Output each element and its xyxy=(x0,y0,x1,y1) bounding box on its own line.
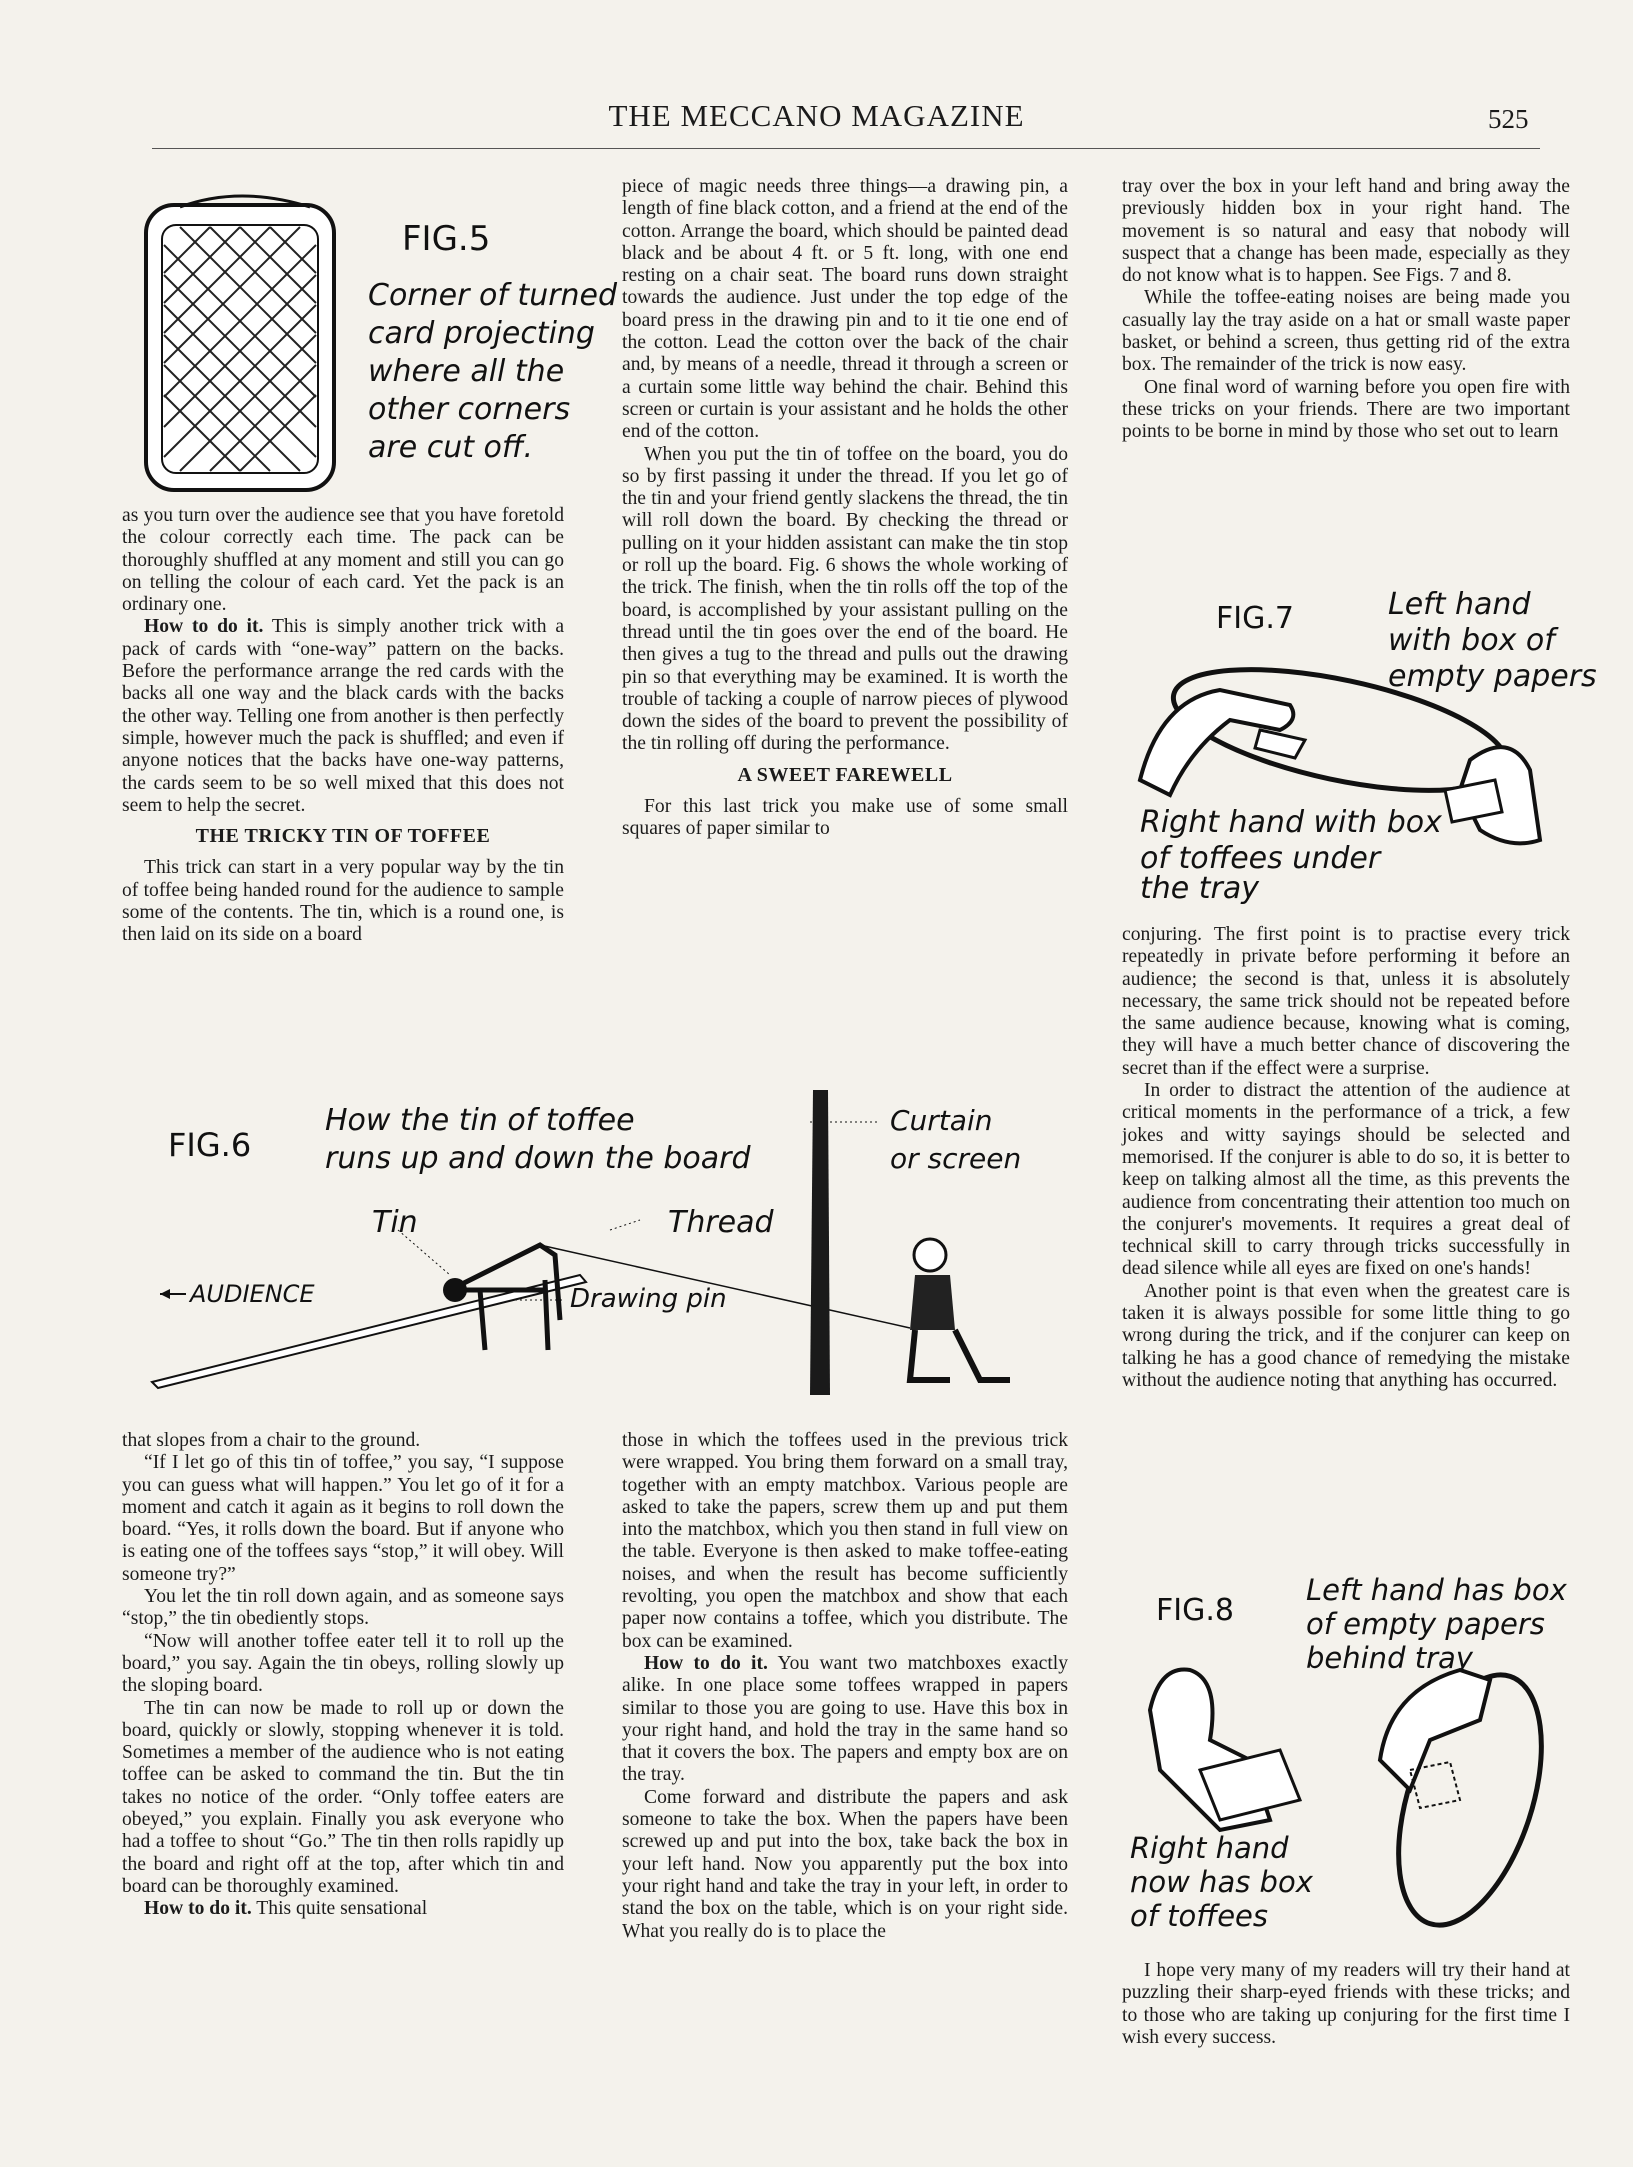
hidden-papers-box xyxy=(1410,1762,1460,1808)
fig6-title-line: How the tin of toffee xyxy=(325,1103,635,1138)
column-1-top xyxy=(122,505,564,947)
fig6-illustration xyxy=(150,1090,1080,1395)
magazine-title: THE MECCANO MAGAZINE xyxy=(608,98,1025,133)
fig8-right-hand-line: now has box xyxy=(1130,1865,1313,1899)
paragraph: conjuring. The first point is to practise every trick repeatedly in private before performing it before an audience; the second is that, unless it is absolutely necessary, the same trick should not be repeated before the same audience because, knowing what is coming, they will have a much better chance of discovering the secret than if the effect were a surprise. xyxy=(1122,924,1570,1079)
fig5-caption-line: Corner of turned xyxy=(368,278,618,313)
paragraph: I hope very many of my readers will try their hand at puzzling their sharp-eyed friends with these tricks; and to those who are taking up conjuring for the first time I wish every success. xyxy=(1122,1960,1570,2048)
fig8-label: FIG.8 xyxy=(1156,1593,1234,1628)
column-3-middle xyxy=(1122,924,1570,1392)
paragraph-text: This quite sensational xyxy=(251,1898,428,1920)
curtain-label-line: or screen xyxy=(890,1142,1022,1175)
column-3-top xyxy=(1122,176,1570,444)
paragraph: “Now will another toffee eater tell it to roll up the board,” you say. Again the tin obeys, rolling slowly up the sloping board. xyxy=(122,1630,564,1697)
paragraph: those in which the toffees used in the previous trick were wrapped. You bring them forward on a small tray, together with an empty matchbox. Various people are asked to take the papers, screw them up and put them into the matchbox, which you then stand in full view on the table. Everyone is then asked to make toffee-eating noises, and when the result has become sufficiently revolting, you open the matchbox and show that each paper now contains a toffee, which you distribute. The box can be examined. xyxy=(622,1430,1068,1652)
fig8-left-hand-line: behind tray xyxy=(1306,1641,1473,1675)
paragraph: This trick can start in a very popular way by the tin of toffee being handed round for the audience to sample some of the contents. The tin, which is a round one, is then laid on its side on a board xyxy=(122,857,564,946)
fig6-title-line: runs up and down the board xyxy=(325,1141,751,1176)
paragraph: The tin can now be made to roll up or down the board, quickly or slowly, stopping whenever it is told. Sometimes a member of the audience who is not eating toffee can be asked to command the tin. But the tin takes no notice of the order. “Only toffee eaters are obeyed,” you explain. Finally you ask everyone who had a toffee to shout “Go.” The tin then rolls rapidly up the board and right off at the top, after which tin and board can be thoroughly examined. xyxy=(122,1697,564,1897)
fig8-left-hand-line: Left hand has box xyxy=(1306,1573,1567,1607)
section-heading: THE TRICKY TIN OF TOFFEE xyxy=(195,825,491,848)
run-in-heading: How to do it. xyxy=(144,616,264,638)
fig7-illustration xyxy=(1130,580,1597,906)
paragraph: tray over the box in your left hand and bring away the previously hidden box in your right hand. The movement is so natural and easy that nobody will suspect that a change has been made, especially as they do not know what is to happen. See Figs. 7 and 8. xyxy=(1122,176,1570,287)
audience-label: AUDIENCE xyxy=(190,1280,315,1308)
audience-arrowhead xyxy=(160,1289,170,1299)
fig7-left-hand-line: with box of xyxy=(1388,623,1555,658)
fig5-label: FIG.5 xyxy=(402,219,491,259)
toffee-box-drawing xyxy=(1255,730,1305,758)
assistant-body xyxy=(910,1275,955,1330)
fig6-label: FIG.6 xyxy=(168,1126,252,1164)
paragraph: When you put the tin of toffee on the board, you do so by first passing it under the thread. If you let go of the tin and your friend gently slackens the thread, the tin will roll down the board. By checking the thread or pulling on it your hidden assistant can make the tin stop or roll up the board. Fig. 6 shows the whole working of the trick. The finish, when the tin rolls off the top of the board, is accomplished by your assistant pulling on the thread until the tin goes over the end of the board. He then gives a tug to the thread and pulls out the drawing pin so that everything may be examined. It is worth the trouble of tacking a couple of narrow pieces of plywood down the sides of the board to prevent the possibility of the tin rolling off during the performance. xyxy=(622,443,1068,755)
drawing-pin-label: Drawing pin xyxy=(570,1284,727,1314)
fig8-illustration xyxy=(1130,1570,1570,1940)
tin-label: Tin xyxy=(372,1205,418,1240)
fig7-left-hand-line: Left hand xyxy=(1388,587,1531,622)
column-1-bottom xyxy=(122,1430,564,1921)
assistant-head xyxy=(914,1239,946,1271)
header-rule xyxy=(152,148,1540,149)
fig8-right-hand-line: Right hand xyxy=(1130,1831,1289,1865)
figure-6 xyxy=(150,1090,1080,1395)
paragraph: One final word of warning before you open fire with these tricks on your friends. There are two important points to be borne in mind by those who set out to learn xyxy=(1122,376,1570,443)
fig5-caption-line: where all the xyxy=(368,354,565,389)
fig8-left-hand-line: of empty papers xyxy=(1306,1607,1545,1641)
paragraph xyxy=(122,616,564,817)
figure-7 xyxy=(1130,580,1597,906)
run-in-heading: How to do it. xyxy=(144,1898,252,1920)
fig5-caption-line: other corners xyxy=(368,392,571,427)
fig5-illustration xyxy=(140,185,618,505)
paragraph: For this last trick you make use of some small squares of paper similar to xyxy=(622,796,1068,840)
curtain-screen xyxy=(810,1090,830,1395)
left-hand-drawing xyxy=(1380,1670,1490,1790)
fig5-caption-line: card projecting xyxy=(368,316,595,351)
fig5-caption-line: are cut off. xyxy=(368,430,534,465)
fig7-right-hand-line: of toffees under xyxy=(1140,841,1381,876)
tin-of-toffee xyxy=(443,1278,467,1302)
fig7-label: FIG.7 xyxy=(1216,601,1294,636)
column-3-bottom xyxy=(1122,1960,1570,2049)
assistant-legs xyxy=(910,1330,1010,1380)
thread-label: Thread xyxy=(668,1205,774,1240)
figure-8 xyxy=(1130,1570,1570,1940)
paragraph: as you turn over the audience see that you have foretold the colour correctly each time. The pack can be thoroughly shuffled at any moment and still you can go on telling the colour of each card. Yet the pack is an ordinary one. xyxy=(122,505,564,616)
paragraph-text: This is simply another trick with a pack of cards with “one-way” pattern on the backs. Before the performance arrange the red cards with the backs all one way and the black cards with the backs the other way. Telling one from another is then perfectly simple, however much the pack is shuffled; and even if anyone notices that the backs have one-way patterns, the cards seem to be so well mixed that this does not seem to help the secret. xyxy=(122,616,565,816)
fig7-left-hand-line: empty papers xyxy=(1388,659,1597,694)
curtain-label-line: Curtain xyxy=(890,1104,993,1137)
paragraph: “If I let go of this tin of toffee,” you say, “I suppose you can guess what will happen.” You let go of it for a moment and catch it again as it begins to roll down the board. “Yes, it rolls down the board. But if anyone who is eating one of the toffees says “stop,” it will obey. Will someone try?” xyxy=(122,1452,564,1585)
paragraph: piece of magic needs three things—a drawing pin, a length of fine black cotton, and a friend at the end of the cotton. Arrange the board, which should be painted dead black and be about 4 ft. or 5 ft. long, with one end resting on a chair seat. The board runs down straight towards the audience. Just under the top edge of the board press in the drawing pin and to it tie one end of the cotton. Lead the cotton over the back of the chair and, by means of a needle, thread it through a screen or a curtain some little way behind the chair. Behind this screen or curtain is your assistant and he holds the other end of the cotton. xyxy=(622,176,1068,443)
section-heading: A SWEET FAREWELL xyxy=(737,763,953,786)
paragraph xyxy=(122,1898,564,1920)
paragraph: Another point is that even when the greatest care is taken it is always possible for some little thing to go wrong during the trick, and if the conjurer can keep on talking he has a good chance of remedying the mistake without the audience noting that anything has occurred. xyxy=(1122,1280,1570,1391)
figure-5 xyxy=(140,185,618,505)
paragraph: While the toffee-eating noises are being made you casually lay the tray aside on a hat or small waste paper basket, or behind a screen, thus getting rid of the extra box. The remainder of the trick is now easy. xyxy=(1122,287,1570,376)
column-2-top xyxy=(622,176,1068,841)
fig7-right-hand-line: the tray xyxy=(1140,871,1260,906)
fig8-right-hand-line: of toffees xyxy=(1130,1899,1269,1933)
paragraph: In order to distract the attention of the audience at critical moments in the performance of a trick, a few jokes and witty sayings should be selected and memorised. If the conjurer is able to do so, it is better to keep on talking almost all the time, as this prevents the audience from concentrating their attention too much on the conjurer's movements. It requires a great deal of technical skill to carry through tricks successfully in dead silence while all eyes are fixed on one's hands! xyxy=(1122,1080,1570,1280)
paragraph: Come forward and distribute the papers and ask someone to take the box. When the papers have been screwed up and put into the box, take back the box in your left hand. Now you apparently put the box into your right hand and take the tray in your left, in order to stand the box on the table, which is on your right side. What you really do is to place the xyxy=(622,1786,1068,1942)
paragraph: You let the tin roll down again, and as someone says “stop,” the tin obediently stops. xyxy=(122,1586,564,1630)
page-number: 525 xyxy=(1488,104,1529,134)
column-2-bottom xyxy=(622,1430,1068,1943)
run-in-heading: How to do it. xyxy=(644,1652,768,1674)
paragraph xyxy=(622,1653,1068,1787)
paragraph: that slopes from a chair to the ground. xyxy=(122,1430,421,1451)
fig7-right-hand-line: Right hand with box xyxy=(1140,805,1442,840)
paragraph-text: You want two matchboxes exactly alike. In one place some toffees wrapped in papers similar to those you are going to use. Have this box in your right hand, and hold the tray in the same hand so that it covers the box. The papers and empty box are on the tray. xyxy=(622,1652,1069,1786)
